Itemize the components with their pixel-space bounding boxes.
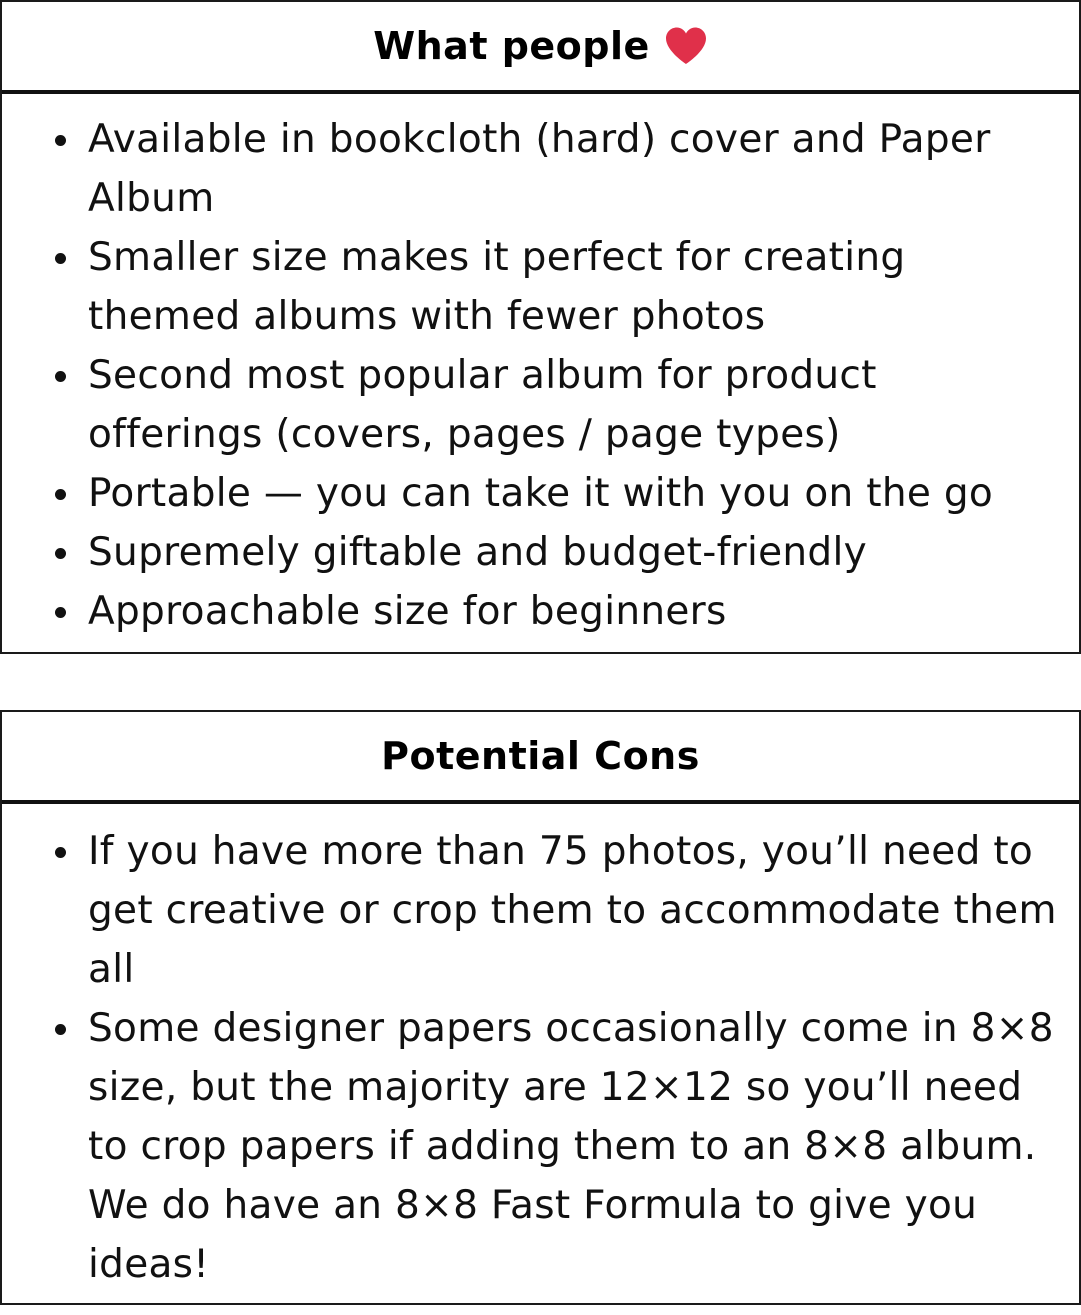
pros-header <box>2 2 1079 94</box>
pros-title: What people <box>373 24 650 68</box>
cons-section <box>0 710 1081 1305</box>
list-item: Second most popular album for product offerings (covers, pages / page types) <box>88 346 1059 464</box>
cons-title: Potential Cons <box>381 734 700 778</box>
cons-header <box>2 712 1079 804</box>
cons-list <box>2 804 1079 1294</box>
heart-icon <box>664 26 708 66</box>
list-item: If you have more than 75 photos, you’ll need to get creative or crop them to accommodate them all <box>88 822 1059 999</box>
list-item: Smaller size makes it perfect for creating themed albums with fewer photos <box>88 228 1059 346</box>
pros-list <box>2 94 1079 641</box>
pros-section <box>0 0 1081 654</box>
list-item: Available in bookcloth (hard) cover and Paper Album <box>88 110 1059 228</box>
list-item: Portable — you can take it with you on the go <box>88 464 1059 523</box>
list-item: Supremely giftable and budget-friendly <box>88 523 1059 582</box>
list-item: Approachable size for beginners <box>88 582 1059 641</box>
list-item: Some designer papers occasionally come in 8×8 size, but the majority are 12×12 so you’ll need to crop papers if adding them to an 8×8 album. We do have an 8×8 Fast Formula to give you ideas! <box>88 999 1059 1294</box>
